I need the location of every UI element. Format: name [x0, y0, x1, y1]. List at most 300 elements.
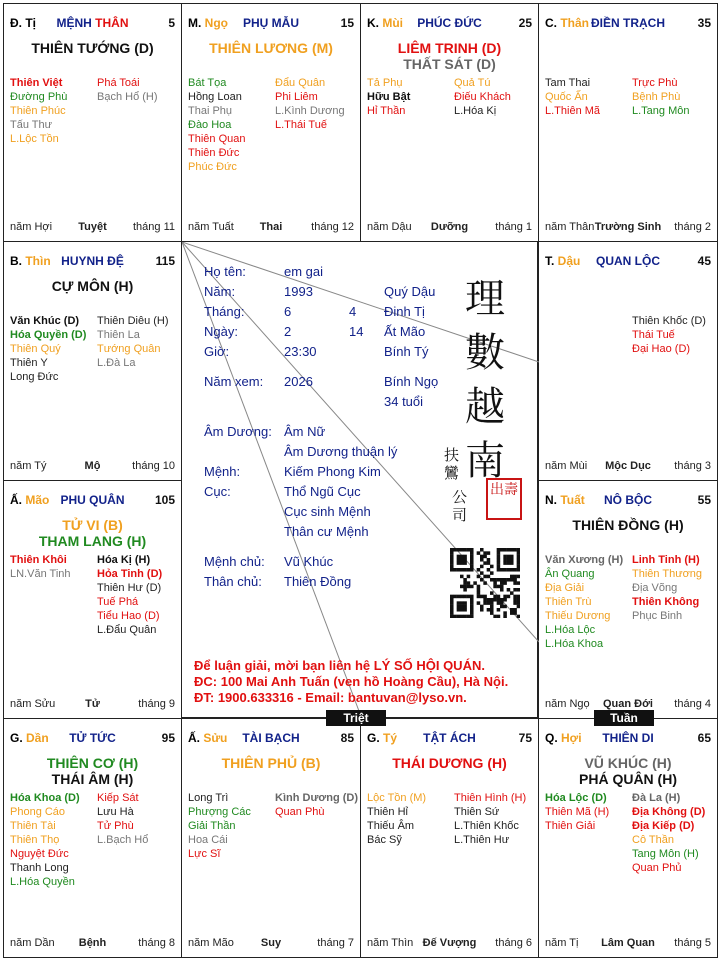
amduong-relation: Âm Dương thuận lý	[284, 444, 398, 459]
palace-name: QUAN LỘC	[596, 254, 660, 268]
hour-label: Giờ:	[204, 344, 230, 359]
palace-footer	[10, 698, 175, 712]
palace-year: năm Thìn	[367, 937, 414, 949]
calligraphy-char: 南	[465, 438, 505, 484]
minor-stars-right	[454, 791, 526, 847]
minor-star: Thiên Khôi	[10, 554, 67, 566]
minor-star: Bát Tọa	[188, 77, 227, 89]
minor-stars-left	[188, 76, 245, 174]
palace-stage: Suy	[260, 937, 282, 949]
minor-star: Tiểu Hao (D)	[97, 610, 160, 622]
minor-star: Kiếp Sát	[97, 792, 139, 804]
minor-star: Thiên Quan	[188, 133, 246, 145]
palace-header	[10, 731, 175, 747]
palace-month: tháng 1	[495, 221, 532, 233]
minor-star: Địa Võng	[632, 582, 678, 594]
palace-name: NÔ BỘC	[604, 493, 652, 507]
small-calligraphy	[452, 488, 467, 524]
palace-month: tháng 6	[495, 937, 532, 949]
palace-month: tháng 4	[674, 698, 711, 710]
minor-star: Thiên Thương	[632, 568, 703, 580]
minor-star: Tướng Quân	[97, 343, 161, 355]
minor-star: Thiên Thọ	[10, 834, 60, 846]
minor-stars-right	[97, 791, 148, 847]
minor-star: Thai Phụ	[188, 105, 233, 117]
calligraphy-logo	[457, 272, 513, 488]
palace-year: năm Mùi	[545, 460, 588, 472]
palace-stage: Lâm Quan	[601, 937, 655, 949]
main-star: PHÁ QUÂN (H)	[579, 771, 677, 787]
palace-stem: Q.	[545, 731, 558, 745]
palace-stem: G.	[367, 731, 380, 745]
palace-branch: Dần	[22, 731, 49, 745]
palace-stage: Quan Đới	[603, 698, 653, 710]
palace-number: 35	[697, 16, 711, 30]
palace-stem: N.	[545, 493, 557, 507]
minor-stars-right	[632, 76, 689, 118]
minor-star: Thiên Mã (H)	[545, 806, 610, 818]
palace-stage: Tuyệt	[78, 221, 107, 233]
minor-star: Thiên Phúc	[10, 105, 66, 117]
palace-year: năm Sửu	[10, 698, 56, 710]
minor-star: L.Thiên Mã	[545, 105, 601, 117]
year-value: 1993	[284, 284, 313, 299]
triet-marker: Triệt	[326, 710, 386, 726]
menh-value: Kiếm Phong Kim	[284, 464, 381, 479]
palace-number: 85	[340, 731, 354, 745]
palace-number: 45	[697, 254, 711, 268]
main-star: THIÊN TƯỚNG (D)	[31, 40, 154, 56]
palace-footer	[10, 937, 175, 951]
calligraphy-char: 公	[452, 488, 468, 506]
calligraphy-char: 司	[452, 506, 468, 524]
month-canchi: Đinh Tị	[384, 304, 425, 319]
calligraphy-char: 理	[465, 276, 505, 322]
menh-label: Mệnh:	[204, 464, 241, 479]
minor-star: Lộc Tồn (M)	[367, 792, 427, 804]
age-value: 34 tuổi	[384, 394, 424, 409]
minor-star: Linh Tinh (H)	[632, 554, 700, 566]
minor-star: Văn Xương (H)	[545, 554, 624, 566]
minor-star: Đà La (H)	[632, 792, 681, 804]
minor-star: Thiên Y	[10, 357, 48, 369]
minor-star: Hóa Kị (H)	[97, 554, 151, 566]
palace-header	[188, 731, 354, 747]
menh-chu-value: Vũ Khúc	[284, 554, 334, 569]
minor-stars-left	[10, 791, 80, 889]
calligraphy-char: 數	[465, 330, 505, 376]
palace-month: tháng 3	[674, 460, 711, 472]
minor-star: Phúc Đức	[188, 161, 237, 173]
minor-star: Phá Toái	[97, 77, 140, 89]
palace-stage: Tử	[85, 698, 100, 710]
minor-star: Địa Không (D)	[632, 806, 706, 818]
minor-star: Phượng Các	[188, 806, 251, 818]
palace-footer	[367, 937, 532, 951]
day-lunar: 14	[349, 324, 364, 339]
palace-header	[367, 16, 532, 32]
palace-stem: B.	[10, 254, 22, 268]
minor-star: Hoa Cái	[188, 834, 228, 846]
minor-star: Thiên Hư (D)	[97, 582, 162, 594]
minor-star: Thiên La	[97, 329, 140, 341]
minor-star: Quan Phù	[275, 806, 325, 818]
palace-footer	[188, 937, 354, 951]
year-canchi: Quý Dậu	[384, 284, 436, 299]
palace-name: MỆNH THÂN	[56, 16, 129, 30]
tuan-marker: Tuần	[594, 710, 654, 726]
minor-star: Thiếu Âm	[367, 820, 415, 832]
minor-star: Giải Thần	[188, 820, 236, 832]
calligraphy-char: 越	[465, 384, 505, 430]
palace-header	[10, 493, 175, 509]
palace-stage: Mộc Dục	[605, 460, 651, 472]
minor-star: L.Lộc Tồn	[10, 133, 59, 145]
minor-stars-left	[545, 76, 600, 118]
minor-star: Đại Hao (D)	[632, 343, 691, 355]
name-value: em gai	[284, 264, 324, 279]
palace-number: 15	[340, 16, 354, 30]
minor-stars-right	[97, 314, 169, 370]
palace-number: 75	[518, 731, 532, 745]
view-year-label: Năm xem:	[204, 374, 264, 389]
view-year-value: 2026	[284, 374, 313, 389]
minor-star: Phong Cáo	[10, 806, 66, 818]
minor-star: Địa Kiếp (D)	[632, 820, 695, 832]
palace-footer	[10, 221, 175, 235]
palace-name: ĐIỀN TRẠCH	[591, 16, 665, 30]
palace-branch: Dậu	[554, 254, 581, 268]
minor-star: L.Hóa Quyền	[10, 876, 75, 888]
view-year-canchi: Bính Ngọ	[384, 374, 439, 389]
palace-name: TẬT ÁCH	[423, 731, 476, 745]
palace-month: tháng 7	[317, 937, 354, 949]
palace-month: tháng 5	[674, 937, 711, 949]
minor-star: L.Hóa Lộc	[545, 624, 596, 636]
palace-name: PHU QUÂN	[60, 493, 125, 507]
palace-stage: Đế Vượng	[422, 937, 477, 949]
minor-star: Tấu Thư	[10, 119, 53, 131]
palace-header	[545, 254, 711, 270]
minor-star: L.Đẩu Quân	[97, 624, 157, 636]
palace-name: HUYNH ĐỆ	[61, 254, 124, 268]
main-star: VŨ KHÚC (H)	[584, 755, 672, 771]
minor-stars-right	[275, 791, 358, 819]
minor-star: Thiên Trù	[545, 596, 592, 608]
month-lunar: 4	[349, 304, 357, 319]
palace-branch: Thân	[557, 16, 589, 30]
palace-number: 65	[697, 731, 711, 745]
main-star: THẤT SÁT (D)	[403, 56, 496, 72]
palace-year: năm Dậu	[367, 221, 412, 233]
palace-footer	[545, 937, 711, 951]
palace-branch: Tuất	[557, 493, 585, 507]
palace-stage: Thai	[259, 221, 283, 233]
palace-stem: C.	[545, 16, 557, 30]
center-panel	[181, 241, 538, 718]
palace-month: tháng 12	[311, 221, 354, 233]
palace-footer	[367, 221, 532, 235]
minor-star: Phi Liêm	[275, 91, 318, 103]
minor-star: Quan Phủ	[632, 862, 682, 874]
minor-star: Quốc Ấn	[545, 91, 588, 103]
minor-star: Thiên Đức	[188, 147, 240, 159]
than-position: Thân cư Mệnh	[284, 524, 369, 539]
palace-stage: Bệnh	[78, 937, 107, 949]
contact-line: ĐT: 1900.633316 - Email: bantuvan@lyso.vn.	[194, 690, 467, 705]
minor-star: Thiên Hình (H)	[454, 792, 527, 804]
main-star: THAM LANG (H)	[38, 533, 147, 549]
minor-stars-right	[632, 553, 702, 623]
palace-year: năm Tuất	[188, 221, 234, 233]
minor-star: Thiên Sứ	[454, 806, 500, 818]
main-star: CỰ MÔN (H)	[51, 278, 134, 294]
palace-number: 115	[155, 254, 175, 268]
minor-star: Lực Sĩ	[188, 848, 221, 860]
palace-number: 95	[161, 731, 175, 745]
minor-star: Thiên Không	[632, 596, 700, 608]
hour-canchi: Bính Tý	[384, 344, 429, 359]
minor-star: L.Tang Môn	[632, 105, 690, 117]
than-chu-label: Thân chủ:	[204, 574, 262, 589]
palace-year: năm Mão	[188, 937, 234, 949]
main-star: THÁI DƯƠNG (H)	[392, 755, 507, 771]
minor-star: Long Trì	[188, 792, 229, 804]
main-star: THÁI ÂM (H)	[51, 771, 134, 787]
palace-header	[545, 16, 711, 32]
minor-stars-left	[367, 76, 410, 118]
palace-branch: Tý	[379, 731, 398, 745]
palace-number: 25	[518, 16, 532, 30]
minor-star: Thiên Khốc (D)	[632, 315, 706, 327]
red-seal: 出壽	[486, 478, 522, 520]
palace-name: TỬ TỨC	[69, 731, 116, 745]
palace-header	[367, 731, 532, 747]
minor-star: Thiên Việt	[10, 77, 63, 89]
amduong-value: Âm Nữ	[284, 424, 326, 439]
palace-year: năm Thân	[545, 221, 595, 233]
minor-star: Hóa Quyền (D)	[10, 329, 87, 341]
palace-stage: Mộ	[84, 460, 101, 472]
minor-star: LN.Văn Tinh	[10, 568, 71, 580]
minor-star: Lưu Hà	[97, 806, 134, 818]
menh-chu-label: Mệnh chủ:	[204, 554, 265, 569]
minor-star: Hữu Bật	[367, 91, 411, 103]
palace-header	[188, 16, 354, 32]
palace-footer	[545, 460, 711, 474]
minor-star: Hỏa Tinh (D)	[97, 568, 163, 580]
qr-code	[450, 548, 520, 618]
minor-star: Đường Phù	[10, 91, 68, 103]
palace-cell-dan	[3, 718, 182, 958]
minor-star: Đẩu Quân	[275, 77, 326, 89]
calligraphy-char: 扶	[444, 446, 460, 464]
palace-month: tháng 10	[132, 460, 175, 472]
minor-star: Thiên Hỉ	[367, 806, 408, 818]
palace-cell-ngo	[181, 3, 361, 242]
palace-stem: Ấ.	[188, 731, 200, 745]
minor-star: Thiên Diêu (H)	[97, 315, 169, 327]
palace-number: 5	[168, 16, 175, 30]
palace-month: tháng 9	[138, 698, 175, 710]
palace-cell-mui	[360, 3, 539, 242]
minor-star: Đào Hoa	[188, 119, 232, 131]
minor-star: Thiên Tài	[10, 820, 56, 832]
palace-stem: Đ. Tị	[10, 16, 36, 30]
minor-star: Tam Thai	[545, 77, 591, 89]
palace-header	[10, 254, 175, 270]
palace-number: 55	[697, 493, 711, 507]
cuc-value: Thổ Ngũ Cục	[284, 484, 361, 499]
minor-star: Ân Quang	[545, 568, 595, 580]
minor-star: Hồng Loan	[188, 91, 242, 103]
minor-star: Long Đức	[10, 371, 59, 383]
palace-branch: Ngọ	[201, 16, 229, 30]
minor-stars-left	[188, 791, 251, 861]
minor-star: L.Thái Tuế	[275, 119, 327, 131]
palace-month: tháng 11	[132, 221, 175, 233]
minor-star: L.Thiên Hư	[454, 834, 510, 846]
minor-star: L.Bạch Hổ	[97, 834, 149, 846]
minor-star: Văn Khúc (D)	[10, 315, 80, 327]
palace-stem: M.	[188, 16, 202, 30]
body-palace-tag: THÂN	[95, 16, 129, 30]
name-label: Họ tên:	[204, 264, 246, 279]
cuc-label: Cục:	[204, 484, 231, 499]
minor-stars-left	[10, 76, 67, 146]
minor-star: Trực Phù	[632, 77, 678, 89]
minor-stars-left	[545, 791, 609, 833]
minor-star: Hóa Lộc (D)	[545, 792, 607, 804]
minor-star: Hóa Khoa (D)	[10, 792, 80, 804]
hour-value: 23:30	[284, 344, 317, 359]
minor-star: Điếu Khách	[454, 91, 511, 103]
main-star: LIÊM TRINH (D)	[397, 40, 502, 56]
palace-stage: Dưỡng	[430, 221, 469, 233]
palace-name: PHÚC ĐỨC	[417, 16, 482, 30]
day-canchi: Ất Mão	[384, 324, 426, 339]
minor-star: L.Hóa Kị	[454, 105, 497, 117]
palace-cell-tuat	[538, 480, 718, 719]
minor-stars-right	[275, 76, 345, 132]
palace-branch: Mùi	[379, 16, 403, 30]
palace-stage: Trường Sinh	[594, 221, 662, 233]
main-star: TỬ VI (B)	[62, 517, 123, 533]
minor-star: Tuế Phá	[97, 596, 139, 608]
day-label: Ngày:	[204, 324, 238, 339]
small-calligraphy	[444, 446, 459, 482]
palace-footer	[10, 460, 175, 474]
palace-year: năm Dần	[10, 937, 55, 949]
minor-stars-left	[10, 314, 86, 384]
palace-branch: Mão	[22, 493, 50, 507]
minor-stars-left	[367, 791, 426, 847]
minor-star: Bác Sỹ	[367, 834, 402, 846]
minor-star: L.Thiên Khốc	[454, 820, 519, 832]
month-label: Tháng:	[204, 304, 245, 319]
palace-year: năm Tý	[10, 460, 47, 472]
palace-name: PHỤ MẪU	[243, 16, 299, 30]
palace-branch: Hợi	[557, 731, 582, 745]
palace-footer	[545, 221, 711, 235]
minor-star: Bệnh Phù	[632, 91, 681, 103]
minor-star: Tang Môn (H)	[632, 848, 699, 860]
palace-header	[10, 16, 175, 32]
palace-footer	[188, 221, 354, 235]
minor-star: Thiếu Dương	[545, 610, 611, 622]
palace-cell-than	[538, 3, 718, 242]
day-solar: 2	[284, 324, 292, 339]
palace-month: tháng 2	[674, 221, 711, 233]
palace-number: 105	[154, 493, 175, 507]
minor-star: Quả Tú	[454, 77, 491, 89]
minor-star: Địa Giải	[545, 582, 585, 594]
palace-branch: Sửu	[200, 731, 228, 745]
palace-name: TÀI BẠCH	[242, 731, 300, 745]
palace-stem: Ấ.	[10, 493, 22, 507]
palace-cell-ti	[3, 3, 182, 242]
minor-stars-right	[454, 76, 511, 118]
palace-header	[545, 731, 711, 747]
minor-stars-right	[97, 553, 162, 637]
minor-stars-right	[632, 791, 705, 875]
palace-cell-hoi	[538, 718, 718, 958]
calligraphy-char: 鸞	[444, 464, 460, 482]
minor-star: Kình Dương (D)	[275, 792, 358, 804]
minor-stars-right	[632, 314, 706, 356]
palace-cell-mao	[3, 480, 182, 719]
minor-star: L.Kình Dương	[275, 105, 345, 117]
palace-name: THIÊN DI	[602, 731, 654, 745]
palace-cell-ty	[360, 718, 539, 958]
palace-cell-thin	[3, 241, 182, 481]
minor-star: Thiên Giải	[545, 820, 596, 832]
minor-star: Bạch Hổ (H)	[97, 91, 158, 103]
minor-star: Nguyệt Đức	[10, 848, 69, 860]
palace-branch: Thìn	[22, 254, 51, 268]
minor-star: Phục Binh	[632, 610, 683, 622]
palace-year: năm Tị	[545, 937, 579, 949]
palace-month: tháng 8	[138, 937, 175, 949]
palace-cell-suu	[181, 718, 361, 958]
minor-stars-left	[10, 553, 71, 581]
minor-star: Cô Thần	[632, 834, 674, 846]
palace-stem: K.	[367, 16, 379, 30]
palace-stem: G.	[10, 731, 23, 745]
minor-star: Thái Tuế	[632, 329, 675, 341]
month-solar: 6	[284, 304, 292, 319]
main-star: THIÊN ĐỒNG (H)	[572, 517, 684, 533]
amduong-label: Âm Dương:	[204, 424, 272, 439]
minor-stars-right	[97, 76, 158, 104]
minor-stars-left	[545, 553, 623, 651]
than-chu-value: Thiên Đồng	[284, 574, 352, 589]
palace-header	[545, 493, 711, 509]
palace-year: năm Hợi	[10, 221, 53, 233]
palace-stem: T.	[545, 254, 555, 268]
main-star: THIÊN LƯƠNG (M)	[209, 40, 333, 56]
minor-star: L.Đà La	[97, 357, 136, 369]
minor-star: Tử Phù	[97, 820, 134, 832]
minor-star: Tả Phụ	[367, 77, 403, 89]
year-label: Năm:	[204, 284, 236, 299]
cuc-relation: Cục sinh Mệnh	[284, 504, 371, 519]
minor-star: L.Hóa Khoa	[545, 638, 604, 650]
palace-cell-dau	[538, 241, 718, 481]
contact-line: Để luận giải, mời bạn liên hệ LÝ SỐ HỘI QUÁN.	[194, 658, 485, 673]
minor-star: Hỉ Thần	[367, 105, 406, 117]
main-star: THIÊN CƠ (H)	[46, 755, 139, 771]
